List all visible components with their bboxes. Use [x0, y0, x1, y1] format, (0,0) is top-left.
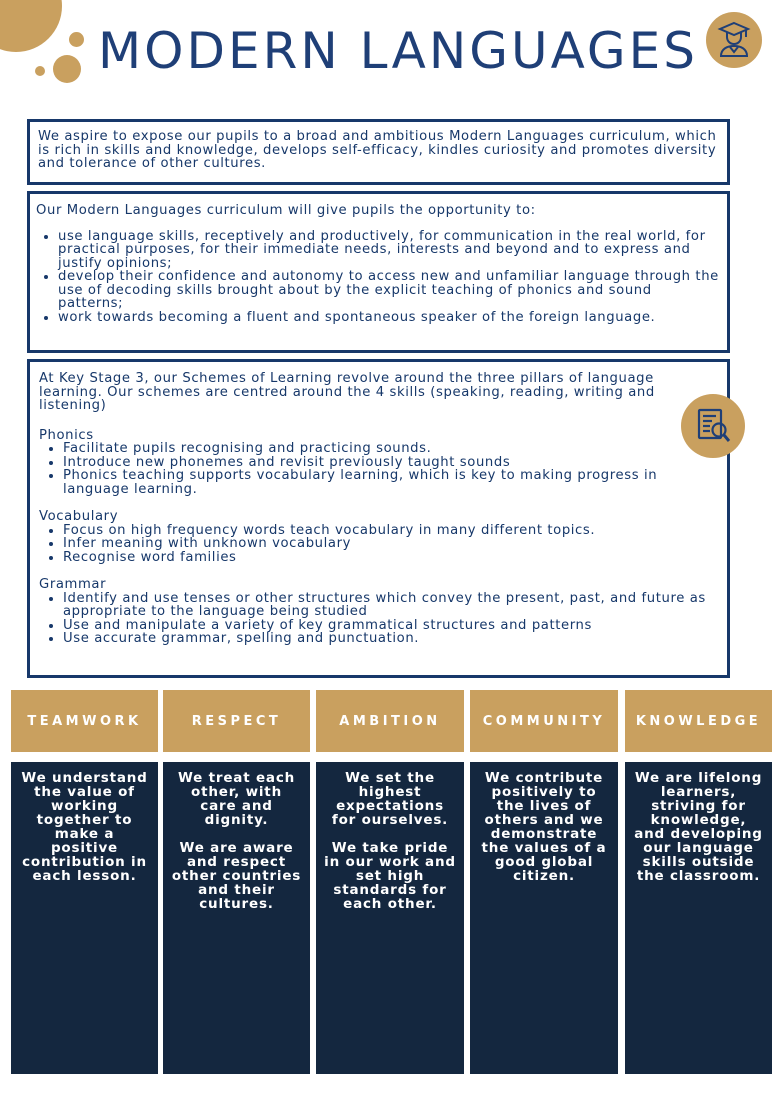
value-column-respect [163, 762, 310, 1074]
value-tab-knowledge: KNOWLEDGE [625, 690, 772, 752]
value-column-community [470, 762, 618, 1074]
value-tab-teamwork: TEAMWORK [11, 690, 158, 752]
list-item: • work towards becoming a fluent and spontaneous speaker of the foreign language. [58, 311, 721, 325]
phonics-heading: Phonics [39, 427, 94, 443]
opportunity-list [36, 230, 721, 325]
list-item: • Facilitate pupils recognising and practicing sounds. [63, 442, 718, 456]
list-item: • Identify and use tenses or other structures which convey the present, past, and future as appropriate to the language being studied [63, 592, 718, 619]
decor-circle-large [0, 0, 62, 52]
list-item: • develop their confidence and autonomy to access new and unfamiliar language through the use of decoding skills brought about by the explicit teaching of phonics and sound patterns; [58, 270, 721, 311]
value-tab-ambition: AMBITION [316, 690, 464, 752]
opportunity-intro: Our Modern Languages curriculum will give pupils the opportunity to: [36, 203, 536, 218]
value-column-ambition [316, 762, 464, 1074]
opportunity-box [27, 191, 730, 353]
graduate-icon [706, 12, 762, 68]
list-item: • Infer meaning with unknown vocabulary [63, 537, 718, 551]
key-stage-box [27, 359, 730, 678]
vocabulary-list [39, 524, 718, 565]
list-item: • Focus on high frequency words teach vocabulary in many different topics. [63, 524, 718, 538]
value-tab-respect: RESPECT [163, 690, 310, 752]
list-item: • Recognise word families [63, 551, 718, 565]
aspiration-text: We aspire to expose our pupils to a broad and ambitious Modern Languages curriculum, which is rich in skills and knowledge, develops self-efficacy, kindles curiosity and promotes diversity and tolerance of other cultures. [38, 129, 717, 171]
value-tab-community: COMMUNITY [470, 690, 618, 752]
list-item: • Phonics teaching supports vocabulary learning, which is key to making progress in language learning. [63, 469, 718, 496]
value-text-secondary: We take pride in our work and set high standards for each other. [324, 840, 456, 912]
aspiration-box [27, 119, 730, 185]
decor-circle-small [69, 32, 84, 47]
list-item: • use language skills, receptively and productively, for communication in the real world, for practical purposes, for their immediate needs, interests and beyond and to express and justify opinions; [58, 230, 721, 271]
grammar-heading: Grammar [39, 577, 107, 592]
list-item: • Use accurate grammar, spelling and punctuation. [63, 632, 718, 646]
value-text: We contribute positively to the lives of others and we demonstrate the values of a good global citizen. [481, 770, 607, 884]
value-text: We treat each other, with care and dignity. [177, 770, 296, 828]
value-column-teamwork [11, 762, 158, 1074]
decor-circle-medium [53, 55, 81, 83]
page-title: MODERN LANGUAGES [98, 22, 698, 80]
value-text: We set the highest expectations for ourselves. [331, 770, 449, 828]
decor-circle-tiny [35, 66, 45, 76]
key-stage-intro: At Key Stage 3, our Schemes of Learning revolve around the three pillars of language learning. Our schemes are centred around the 4 skills (speaking, reading, writing and listening) [39, 371, 655, 413]
list-item: • Introduce new phonemes and revisit previously taught sounds [63, 456, 718, 470]
document-search-icon [681, 394, 745, 458]
list-item: • Use and manipulate a variety of key grammatical structures and patterns [63, 619, 718, 633]
value-text: We are lifelong learners, striving for knowledge, and developing our language skills outside the classroom. [634, 770, 763, 884]
phonics-list [39, 442, 718, 496]
vocabulary-heading: Vocabulary [39, 509, 119, 524]
value-text: We understand the value of working together to make a positive contribution in each lesson. [21, 770, 148, 884]
grammar-list [39, 592, 718, 646]
value-column-knowledge [625, 762, 772, 1074]
value-text-secondary: We are aware and respect other countries and their cultures. [171, 840, 302, 912]
